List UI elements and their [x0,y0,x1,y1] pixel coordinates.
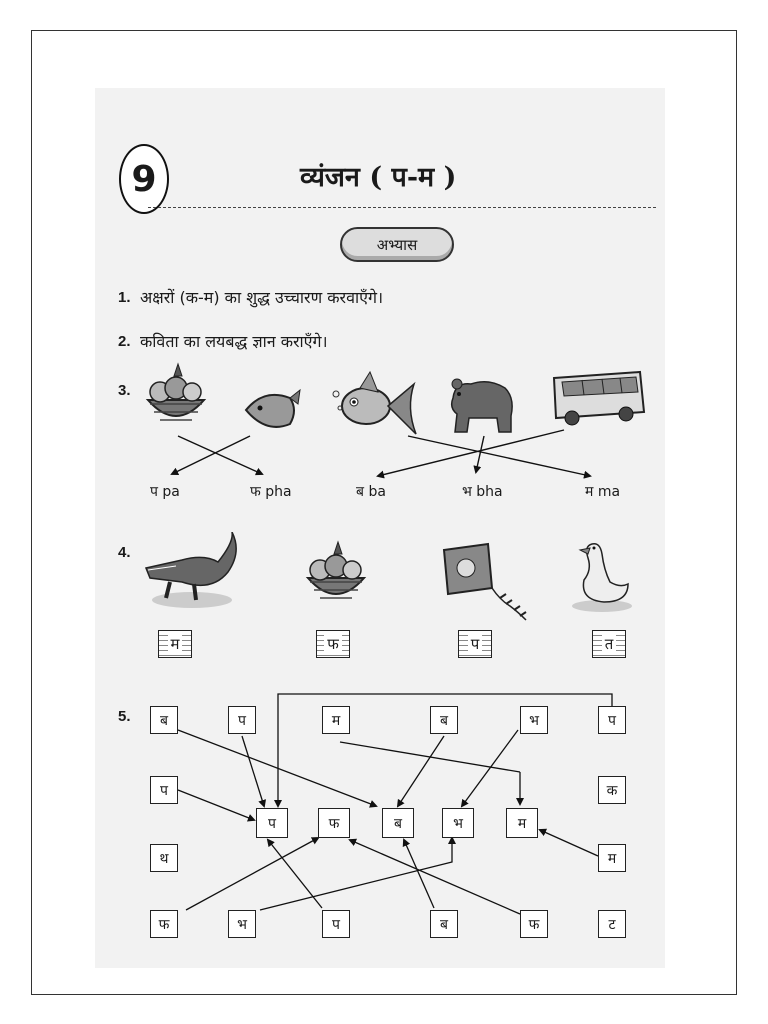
q5-center-letter: फ [318,808,350,838]
q5-row1-letter: प [598,706,626,734]
instruction-2-text: कविता का लयबद्ध ज्ञान कराएँगे। [140,332,328,351]
q3-label-pa: प pa [150,484,180,500]
q5-center-letter: भ [442,808,474,838]
q5-row1-letter: प [228,706,256,734]
chapter-number: 9 [119,144,169,214]
q5-bottom-letter: प [322,910,350,938]
q3-label-pha: फ pha [250,484,292,500]
q4-answer-box: त [592,630,626,658]
practice-label: अभ्यास [340,227,454,262]
q5-left-letter: प [150,776,178,804]
q5-center-letter: ब [382,808,414,838]
q4-answer-box: म [158,630,192,658]
page-title: व्यंजन ( प-म ) [300,162,457,193]
q5-bottom-letter: फ [520,910,548,938]
q5-bottom-letter: ब [430,910,458,938]
q5-center-letter: म [506,808,538,838]
q5-row1-letter: म [322,706,350,734]
q3-label-ba: ब ba [356,484,386,500]
q5-bottom-letter: फ [150,910,178,938]
q5-row1-letter: भ [520,706,548,734]
instruction-2-number: 2. [118,333,131,350]
q5-bottom-letter: भ [228,910,256,938]
q5-bottom-letter: ट [598,910,626,938]
q4-number: 4. [118,544,131,561]
q5-center-letter: प [256,808,288,838]
q4-answer-box: फ [316,630,350,658]
q3-label-bha: भ bha [462,484,503,500]
instruction-1-number: 1. [118,289,131,306]
q5-number: 5. [118,708,131,725]
q5-right-letter: क [598,776,626,804]
q3-label-ma: म ma [585,484,621,500]
q3-number: 3. [118,382,131,399]
q5-row1-letter: ब [150,706,178,734]
q4-answer-box: प [458,630,492,658]
q5-right-letter: म [598,844,626,872]
q5-left-letter: थ [150,844,178,872]
instruction-1-text: अक्षरों (क-म) का शुद्ध उच्चारण करवाएँगे। [140,288,384,307]
q5-row1-letter: ब [430,706,458,734]
